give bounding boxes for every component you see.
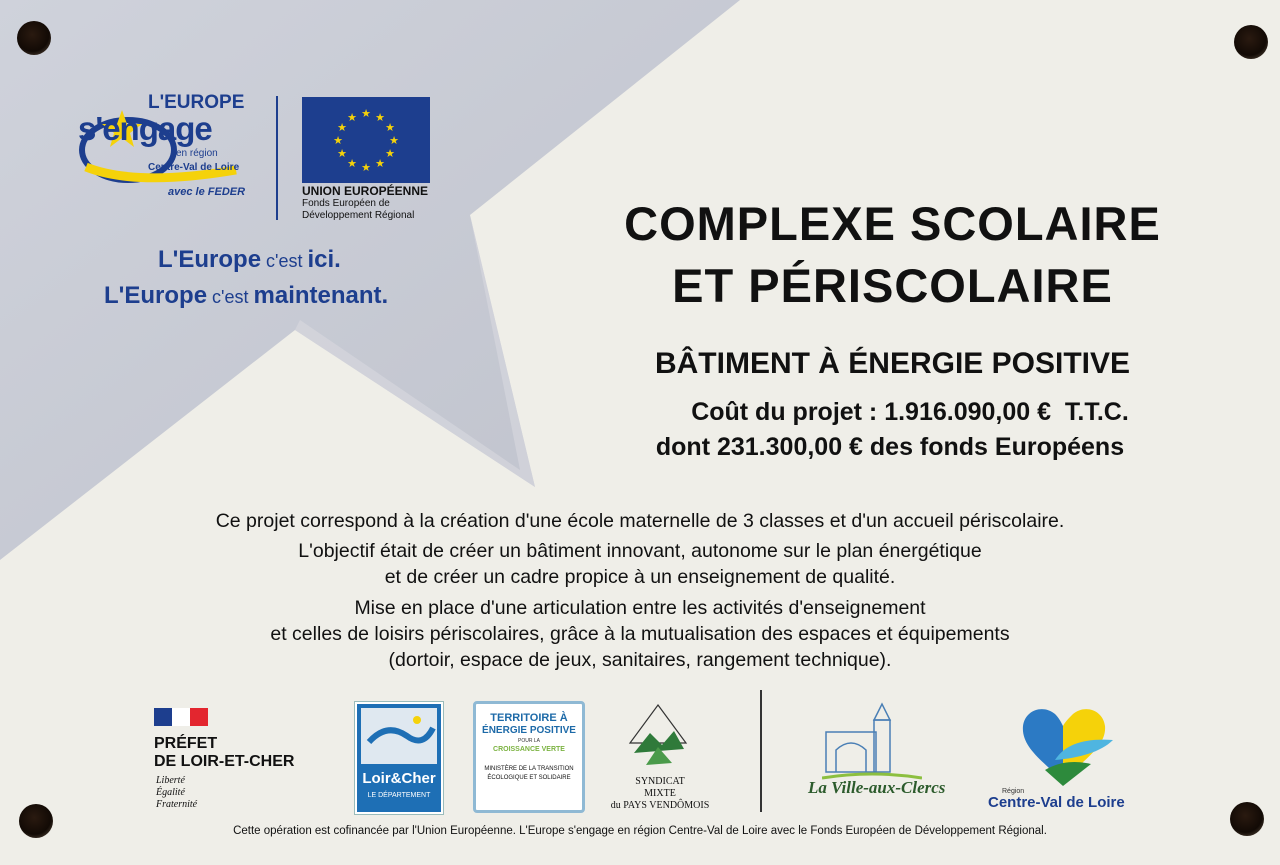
svg-text:★: ★	[337, 121, 347, 134]
description-line-2: L'objectif était de créer un bâtiment innovant, autonome sur le plan énergétique	[298, 540, 982, 562]
syndicat-hills-icon	[628, 703, 688, 769]
svg-text:★: ★	[361, 161, 371, 174]
slogan-line2-middle: c'est	[207, 287, 254, 307]
slogan-line2	[104, 282, 388, 310]
footer-text: Cette opération est cofinancée par l'Union Européenne. L'Europe s'engage en région Centre-Val de Loire avec le Fonds Européen de Développement Régional.	[233, 825, 1047, 837]
funds-line: dont 231.300,00 € des fonds Européens	[655, 433, 1125, 461]
tepcv-line3: POUR LA	[518, 738, 540, 744]
description-line-6: (dortoir, espace de jeux, sanitaires, rangement technique).	[388, 649, 892, 671]
ville-church-icon	[822, 702, 922, 782]
prefet-line2: DE LOIR-ET-CHER	[154, 753, 295, 770]
tepcv-line4: CROISSANCE VERTE	[493, 746, 565, 753]
slogan-line2-emph: maintenant.	[253, 282, 389, 309]
description-line-1: Ce projet correspond à la création d'une école maternelle de 3 classes et d'un accueil périscolaire.	[215, 510, 1065, 532]
description-line-5: et celles de loisirs périscolaires, grâce à la mutualisation des espaces et équipements	[270, 623, 1010, 645]
eu-stars-icon	[302, 97, 430, 183]
prefet-motto	[156, 775, 197, 811]
region-heart-icon	[1015, 700, 1119, 790]
svg-text:★: ★	[389, 134, 399, 147]
eu-name: UNION EUROPÉENNE	[302, 184, 429, 198]
eu-flag	[302, 97, 430, 183]
eu-fund-line2: Développement Régional	[302, 210, 415, 221]
slogan-line1-prefix: L'Europe	[158, 246, 262, 273]
marianne-flag-icon	[154, 708, 208, 726]
svg-text:★: ★	[375, 157, 385, 170]
logo-divider	[276, 96, 278, 220]
screw-top-left	[17, 21, 51, 55]
prefet-line1: PRÉFET	[154, 735, 218, 752]
cost-line: Coût du projet : 1.916.090,00 € T.T.C.	[691, 398, 1129, 426]
loir-cher-sub: LE DÉPARTEMENT	[367, 792, 431, 799]
europe-sengage-logo	[76, 92, 256, 204]
screw-top-right	[1234, 25, 1268, 59]
svg-text:★: ★	[347, 157, 357, 170]
slogan-line2-prefix: L'Europe	[104, 282, 208, 309]
salamander-icon	[357, 704, 441, 766]
svg-text:★: ★	[375, 111, 385, 124]
slogan-line1	[158, 246, 341, 274]
region-name: Centre-Val de Loire	[988, 794, 1125, 811]
svg-text:★: ★	[385, 147, 395, 160]
tepcv-line1: TERRITOIRE À	[490, 712, 568, 724]
logo-line1: L'EUROPE	[148, 92, 245, 113]
logo-line3: en région	[176, 148, 218, 159]
description-line-3: et de créer un cadre propice à un enseignement de qualité.	[384, 566, 896, 588]
svg-text:★: ★	[361, 107, 371, 120]
tepcv-line2: ÉNERGIE POSITIVE	[482, 725, 576, 736]
subtitle: BÂTIMENT À ÉNERGIE POSITIVE	[654, 347, 1131, 380]
logo-line5: avec le FEDER	[168, 186, 246, 198]
logo-line4: Centre-Val de Loire	[148, 162, 240, 173]
tepcv-line6: ÉCOLOGIQUE ET SOLIDAIRE	[487, 775, 571, 781]
loir-cher-name: Loir&Cher	[362, 770, 436, 787]
syndicat-line2: MIXTE	[644, 788, 676, 799]
logo-line2: s'engage	[78, 110, 212, 147]
syndicat-line3: du PAYS VENDÔMOIS	[610, 800, 710, 811]
slogan-line1-middle: c'est	[261, 251, 308, 271]
syndicat-text	[600, 776, 720, 812]
eu-fund-line1: Fonds Européen de	[302, 198, 390, 209]
svg-text:★: ★	[333, 134, 343, 147]
partners-divider	[760, 690, 762, 812]
motto-fraternite: Fraternité	[156, 799, 198, 810]
svg-text:★: ★	[337, 147, 347, 160]
title-line1: COMPLEXE SCOLAIRE	[624, 197, 1161, 250]
region-small-label: Région	[1002, 788, 1025, 795]
motto-liberte: Liberté	[156, 775, 185, 786]
tepcv-logo	[473, 701, 585, 813]
description-line-4: Mise en place d'une articulation entre les activités d'enseignement	[354, 597, 926, 619]
svg-text:★: ★	[385, 121, 395, 134]
motto-egalite: Égalité	[156, 787, 185, 798]
syndicat-line1: SYNDICAT	[635, 776, 685, 787]
loir-cher-logo	[355, 702, 443, 814]
slogan-line1-emph: ici.	[307, 246, 341, 273]
ville-name: La Ville-aux-Clercs	[808, 778, 946, 797]
title-line2: ET PÉRISCOLAIRE	[672, 259, 1113, 312]
tepcv-line5: MINISTÈRE DE LA TRANSITION	[484, 766, 574, 772]
svg-text:★: ★	[347, 111, 357, 124]
